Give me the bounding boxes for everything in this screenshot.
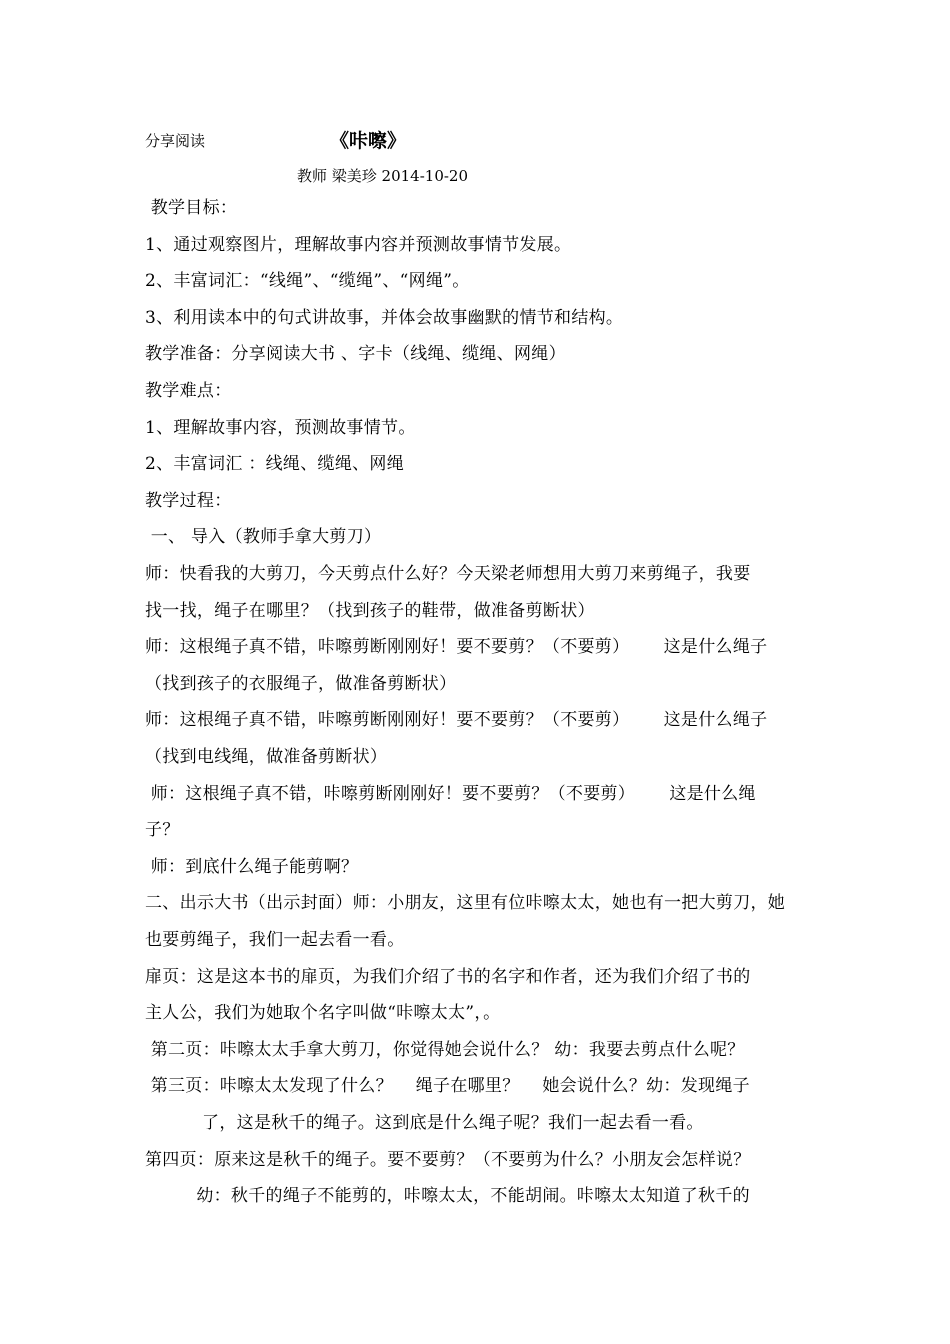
body-line: 3、利用读本中的句式讲故事，并体会故事幽默的情节和结构。 (145, 307, 624, 328)
body-line: 了，这是秋千的绳子。这到底是什么绳子呢？我们一起去看一看。 (145, 1113, 704, 1133)
author-line: 教师 梁美珍 2014-10-20 (297, 167, 469, 185)
document-title: 《咔嚓》 (330, 130, 407, 152)
body-line: 1、理解故事内容，预测故事情节。 (145, 417, 416, 438)
body-line: 教学目标： (145, 198, 238, 218)
body-line: 教学过程： (145, 490, 232, 511)
body-line: （找到孩子的衣服绳子，做准备剪断状） (145, 673, 457, 694)
body-line: 第二页：咔嚓太太手拿大剪刀，你觉得她会说什么？ 幼：我要去剪点什么呢？ (145, 1039, 745, 1060)
header-label: 分享阅读 (145, 132, 206, 150)
body-line: 第四页：原来这是秋千的绳子。要不要剪？（不要剪为什么？小朋友会怎样说？ (145, 1149, 751, 1170)
body-line: 师：这根绳子真不错，咔嚓剪断刚刚好！要不要剪？（不要剪） 这是什么绳子 (145, 710, 768, 731)
body-line: 师：这根绳子真不错，咔嚓剪断刚刚好！要不要剪？（不要剪） 这是什么绳子 (145, 637, 768, 658)
body-line: 2、丰富词汇：“线绳”、“缆绳”、“网绳”。 (145, 271, 470, 292)
body-line: 子？ (145, 820, 180, 841)
body-line: 二、出示大书（出示封面）师：小朋友，这里有位咔嚓太太，她也有一把大剪刀，她 (145, 893, 786, 914)
body-line: 也要剪绳子，我们一起去看一看。 (145, 930, 405, 950)
body-line: 幼：秋千的绳子不能剪的，咔嚓太太，不能胡闹。咔嚓太太知道了秋千的 (145, 1186, 750, 1207)
body-line: 第三页：咔嚓太太发现了什么？ 绳子在哪里？ 她会说什么？幼：发现绳子 (145, 1076, 750, 1097)
body-line: 教学难点： (145, 381, 232, 401)
body-line: 师：快看我的大剪刀，今天剪点什么好？今天梁老师想用大剪刀来剪绳子，我要 (145, 564, 751, 584)
body-line: 主人公，我们为她取个名字叫做“咔嚓太太”，。 (145, 1003, 501, 1024)
body-line: 师：到底什么绳子能剪啊？ (145, 856, 359, 877)
body-line: 2、丰富词汇 ：线绳、缆绳、网绳 (145, 454, 405, 475)
body-line: 师：这根绳子真不错，咔嚓剪断刚刚好！要不要剪？（不要剪） 这是什么绳 (145, 783, 756, 804)
body-line: （找到电线绳，做准备剪断状） (145, 747, 388, 767)
body-line: 一、 导入（教师手拿大剪刀） (145, 527, 382, 548)
body-line: 教学准备：分享阅读大书 、字卡（线绳、缆绳、网绳） (145, 344, 566, 365)
body-line: 找一找，绳子在哪里？（找到孩子的鞋带，做准备剪断状） (145, 600, 595, 621)
body-line: 1、通过观察图片，理解故事内容并预测故事情节发展。 (145, 234, 572, 255)
body-line: 扉页：这是这本书的扉页，为我们介绍了书的名字和作者，还为我们介绍了书的 (145, 966, 751, 987)
